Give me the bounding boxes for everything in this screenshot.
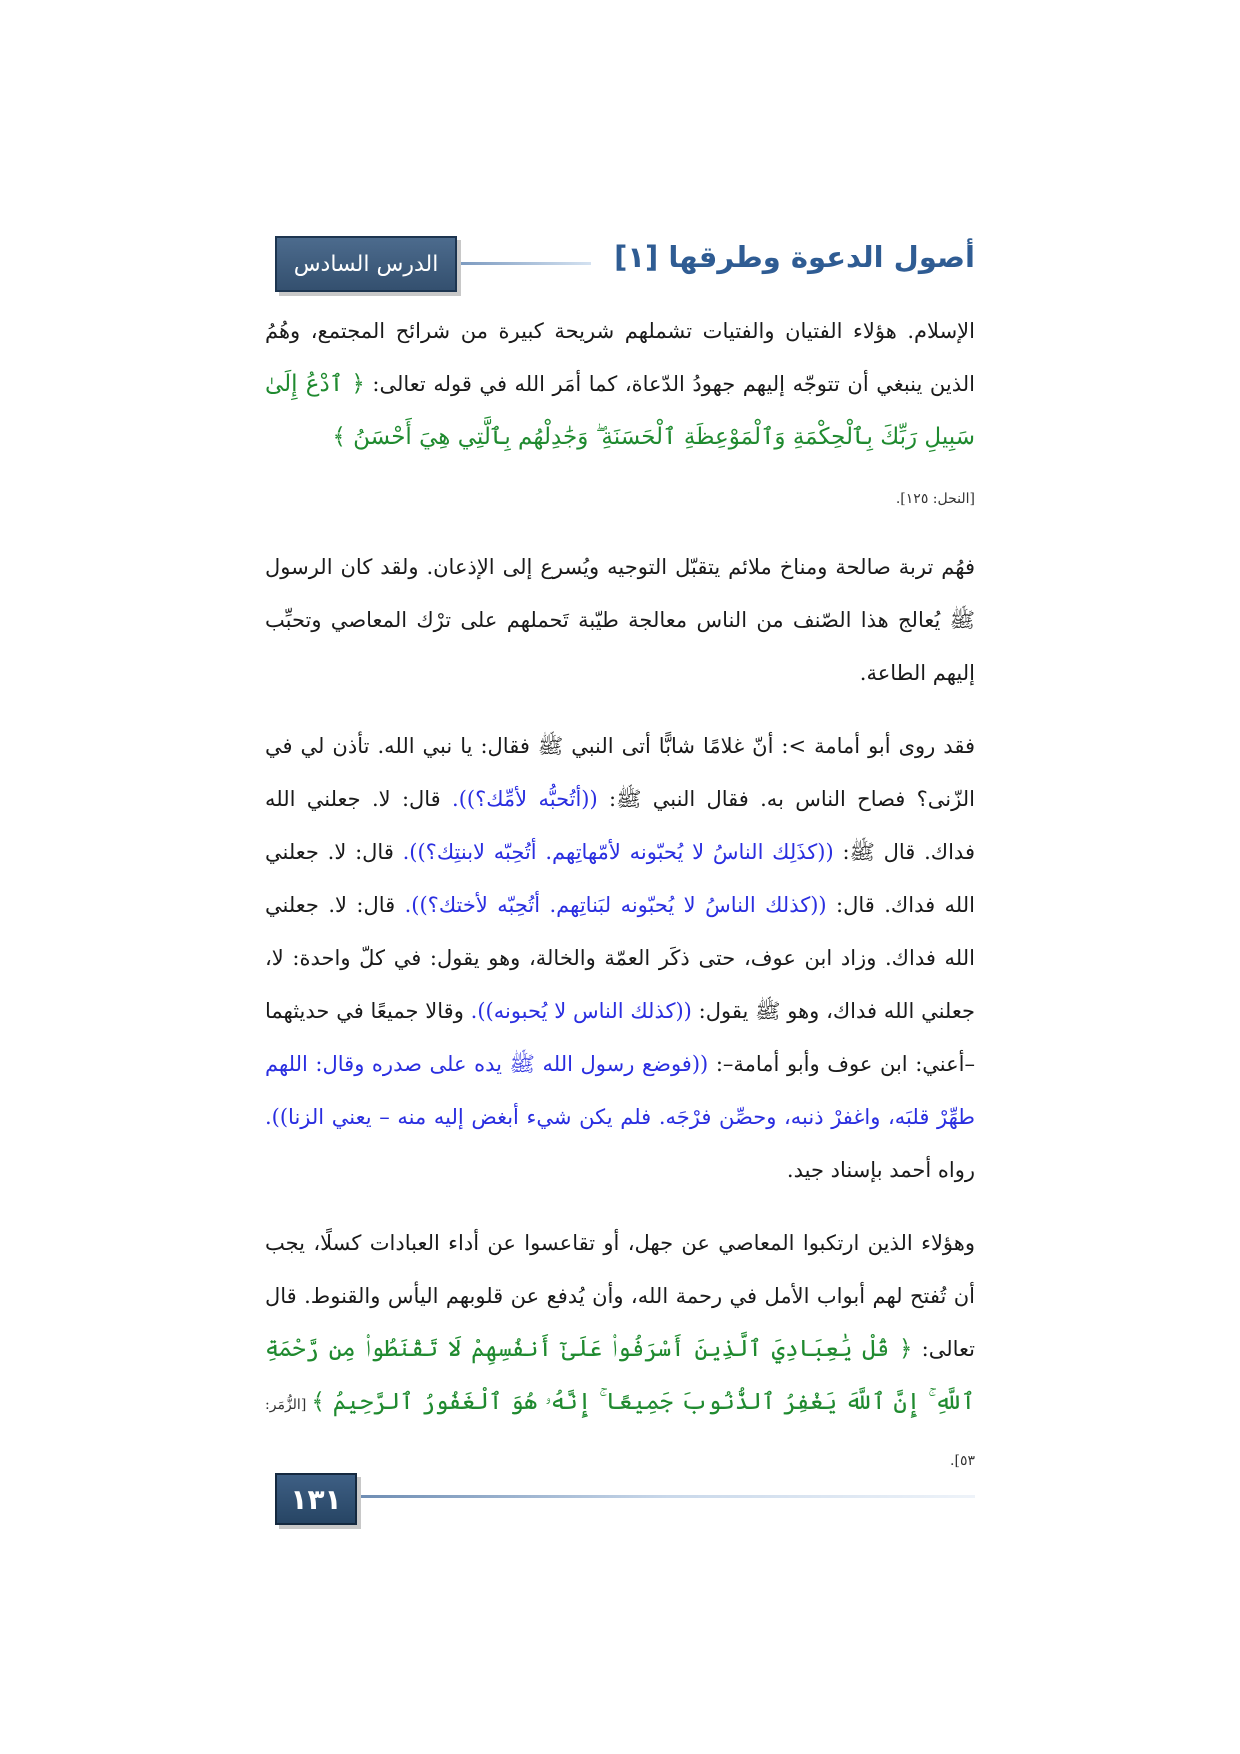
paragraph-3 (265, 720, 975, 1197)
paragraph-4 (265, 1217, 975, 1488)
hadith-narration-a: فقد روى أبو أمامة >: أنّ غلامًا شابًّا أتى النبي ﷺ فقال: يا نبي الله. تأذن لي في الزّنى؟ فصاح الناس به. فقال النبي ﷺ: (265, 734, 975, 811)
paragraph-4-text: وهؤلاء الذين ارتكبوا المعاصي عن جهل، أو تقاعسوا عن أداء العبادات كسلًا، يجب أن تُفتح لهم أبواب الأمل في رحمة الله، وأن يُدفع عن قلوبهم اليأس والقنوط. قال تعالى: (265, 1231, 975, 1361)
hadith-quote-5: ((فوضع رسول الله ﷺ يده على صدره وقال: اللهم طهِّرْ قلبَه، واغفرْ ذنبه، وحصِّن فرْجَه. فلم يكن شيء أبغض إليه منه – يعني الزنا)). (265, 1052, 975, 1129)
page-header (275, 236, 975, 292)
page-footer (275, 1473, 975, 1525)
page-body (265, 305, 975, 1508)
hadith-quote-1: ((أتُحبُّه لأمِّك؟)). (452, 787, 598, 811)
footer-divider (361, 1495, 975, 1498)
chapter-title: أصول الدعوة وطرقها [١] (614, 240, 975, 274)
hadith-quote-2: ((كذَلِك الناسُ لا يُحبّونه لأمّهاتِهم. أتُحِبّه لابنتِك؟)). (402, 840, 834, 864)
page-number-box (275, 1473, 357, 1525)
hadith-narration-f: رواه أحمد بإسناد جيد. (786, 1158, 975, 1182)
page-number: ١٣١ (290, 1482, 342, 1516)
paragraph-1 (265, 305, 975, 464)
hadith-narration-d: قال: لا. جعلني الله فداك. وزاد ابن عوف، حتى ذكَر العمّة والخالة، وهو يقول: في كلّ واحدة: لا، جعلني الله فداك، وهو ﷺ يقول: (265, 893, 976, 1023)
citation-line-1 (265, 476, 975, 519)
header-divider (461, 262, 591, 265)
quran-verse-nahl: ﴿ ٱدْعُ إِلَىٰ سَبِيلِ رَبِّكَ بِٱلْحِكْمَةِ وَٱلْمَوْعِظَةِ ٱلْحَسَنَةِ ۖ وَجَٰدِلْهُم بِٱلَّتِي هِيَ أَحْسَنُ ﴾ (265, 371, 975, 450)
hadith-quote-3: ((كذلك الناسُ لا يُحبّونه لبَناتِهم. أتُحِبّه لأختك؟)). (404, 893, 827, 917)
hadith-narration-e: وقالا جميعًا في حديثهما –أعني: ابن عوف وأبو أمامة–: (265, 999, 975, 1076)
quran-verse-zumar: ﴿ قُلْ يَٰعِبَادِيَ ٱلَّذِينَ أَسْرَفُوا۟ عَلَىٰٓ أَنفُسِهِمْ لَا تَقْنَطُوا۟ مِن رَّحْمَةِ ٱللَّهِ ۚ إِنَّ ٱللَّهَ يَغْفِرُ ٱلذُّنُوبَ جَمِيعًا ۚ إِنَّهُۥ هُوَ ٱلْغَفُورُ ٱلرَّحِيمُ ﴾ (265, 1336, 975, 1415)
lesson-label: الدرس السادس (293, 251, 439, 277)
hadith-narration-b: قال: لا. جعلني الله فداك. قال ﷺ: (265, 787, 975, 864)
paragraph-2: فهُم تربة صالحة ومناخ ملائم يتقبّل التوجيه ويُسرع إلى الإذعان. ولقد كان الرسول ﷺ يُعالج هذا الصّنف من الناس معالجة طيّبة تَحملهم على ترْك المعاصي وتحبِّب إليهم الطاعة. (265, 555, 975, 685)
lesson-label-box (275, 236, 457, 292)
citation-zumar: [الزُّمَر: ٥٣]. (265, 1397, 975, 1469)
paragraph-1-text: الإسلام. هؤلاء الفتيان والفتيات تشملهم شريحة كبيرة من شرائح المجتمع، وهُمُ الذين ينبغي أن تتوجّه إليهم جهودُ الدّعاة، كما أمَر الله في قوله تعالى: (265, 319, 976, 396)
hadith-quote-4: ((كذلك الناس لا يُحبونه)). (470, 999, 692, 1023)
hadith-narration-c: قال: لا. جعلني الله فداك. قال: (265, 840, 975, 917)
citation-nahl: [النحل: ١٢٥]. (895, 491, 975, 507)
